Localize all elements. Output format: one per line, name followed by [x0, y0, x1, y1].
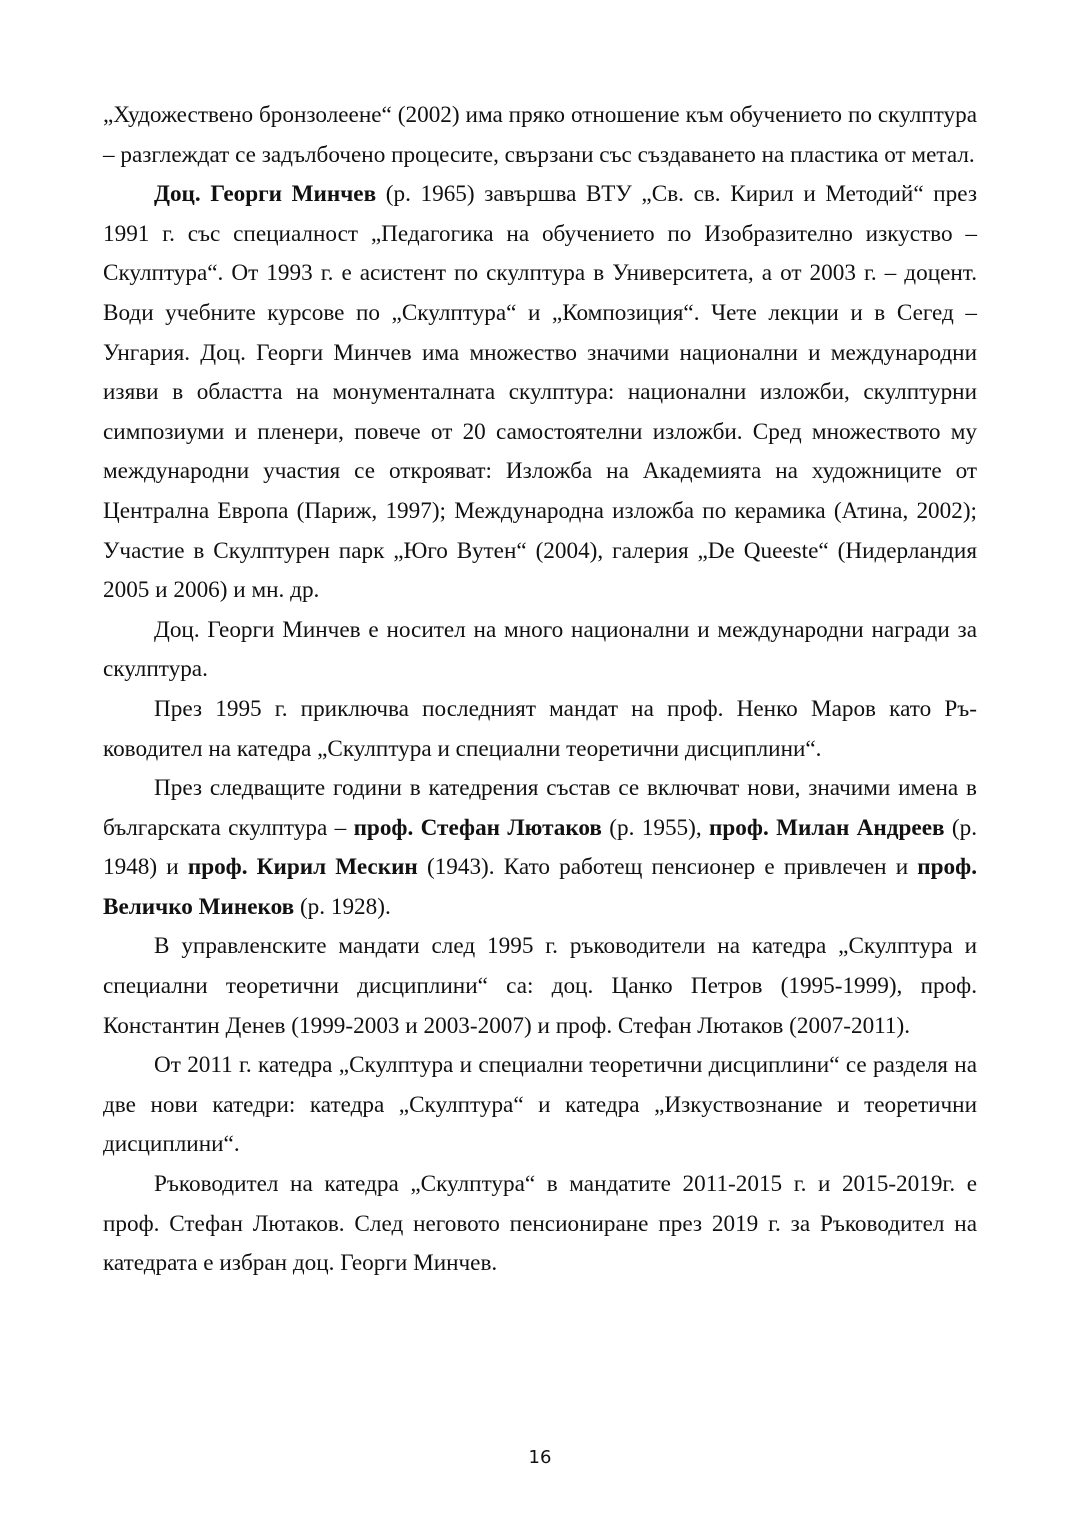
paragraph-text: Доц. Георги Минчев е носител на много национални и международни награди за скулптура.	[103, 616, 977, 683]
bold-name-text: проф. Милан Андреев	[709, 814, 945, 841]
body-text	[103, 96, 977, 1284]
bold-name-text: проф. Кирил Мескин	[187, 854, 418, 881]
paragraph	[103, 175, 977, 611]
bold-name-text: проф. Стефан Лютаков	[353, 814, 602, 841]
paragraph	[103, 1046, 977, 1165]
paragraph-text: (1943). Като работещ пенсионер е привлечен и	[417, 854, 918, 881]
paragraph-text: През следващите години в катедрения състав се включват нови, значими имена в българската скулптура –	[103, 775, 977, 841]
paragraph-text: (р. 1965) завършва ВТУ „Св. св. Кирил и Методий“ през 1991 г. със специалност „Педагогика на обучението по Изобразително изкуство – Скулптура“. От 1993 г. е асистент по скулптура в Университета, а от 2003 г. – доцент. Води учебните курсове по „Скулптура“ и „Композиция“. Чете лекции и в Сегед – Унгария. Доц. Георги Минчев има множество значими национални и международни изяви в областта на монументалната скулптура: национални изложби, скулптурни симпозиуми и пленери, повече от 20 самостоятелни изложби. Сред множеството му международни участия се открояват: Изложба на Академията на художниците от Централна Европа (Париж, 1997); Международна изложба по керамика (Атина, 2002); Участие в Скулптурен парк „Юго Вутен“ (2004), галерия „De Queeste“ (Нидерландия 2005 и 2006) и мн. др.	[103, 181, 977, 604]
paragraph	[103, 1165, 977, 1284]
paragraph-text: От 2011 г. катедра „Скулптура и специални теоретични дисциплини“ се разделя на две нови катедри: катедра „Скулптура“ и катедра „Изкуствознание и теоретични дисциплини“.	[103, 1052, 977, 1158]
page-number: 16	[528, 1447, 552, 1468]
paragraph-text: (р. 1928).	[294, 893, 391, 920]
paragraph	[103, 927, 977, 1046]
paragraph-text: (р. 1948) и	[103, 814, 977, 881]
paragraph	[103, 690, 977, 769]
paragraph-text: „Художествено бронзолеене“ (2002) има пряко отношение към обучението по скулптура – разглеждат се задълбочено процесите, свързани със създаването на пластика от метал.	[103, 102, 977, 168]
bold-name-text: Доц. Георги Минчев	[154, 181, 377, 208]
bold-name-text: проф. Величко Минеков	[103, 854, 977, 920]
paragraph-text: (р. 1955),	[601, 814, 710, 841]
paragraph-text: През 1995 г. приключва последният мандат на проф. Ненко Маров като Ръководител на катедра „Скулптура и специални теоретични дисциплини“.	[103, 695, 977, 762]
paragraph-text: Ръководител на катедра „Скулптура“ в мандатите 2011-2015 г. и 2015-2019г. е проф. Стефан Лютаков. След неговото пенсиониране през 2019 г. за Ръководител на катедрата е избран доц. Георги Минчев.	[103, 1171, 977, 1277]
paragraph	[103, 611, 977, 690]
paragraph	[103, 96, 977, 175]
paragraph-text: В управленските мандати след 1995 г. ръководители на катедра „Скулптура и специални теоретични дисциплини“ са: доц. Цанко Петров (1995-1999), проф. Константин Денев (1999-2003 и 2003-2007) и проф. Стефан Лютаков (2007-2011).	[103, 933, 977, 1039]
paragraph	[103, 769, 977, 927]
